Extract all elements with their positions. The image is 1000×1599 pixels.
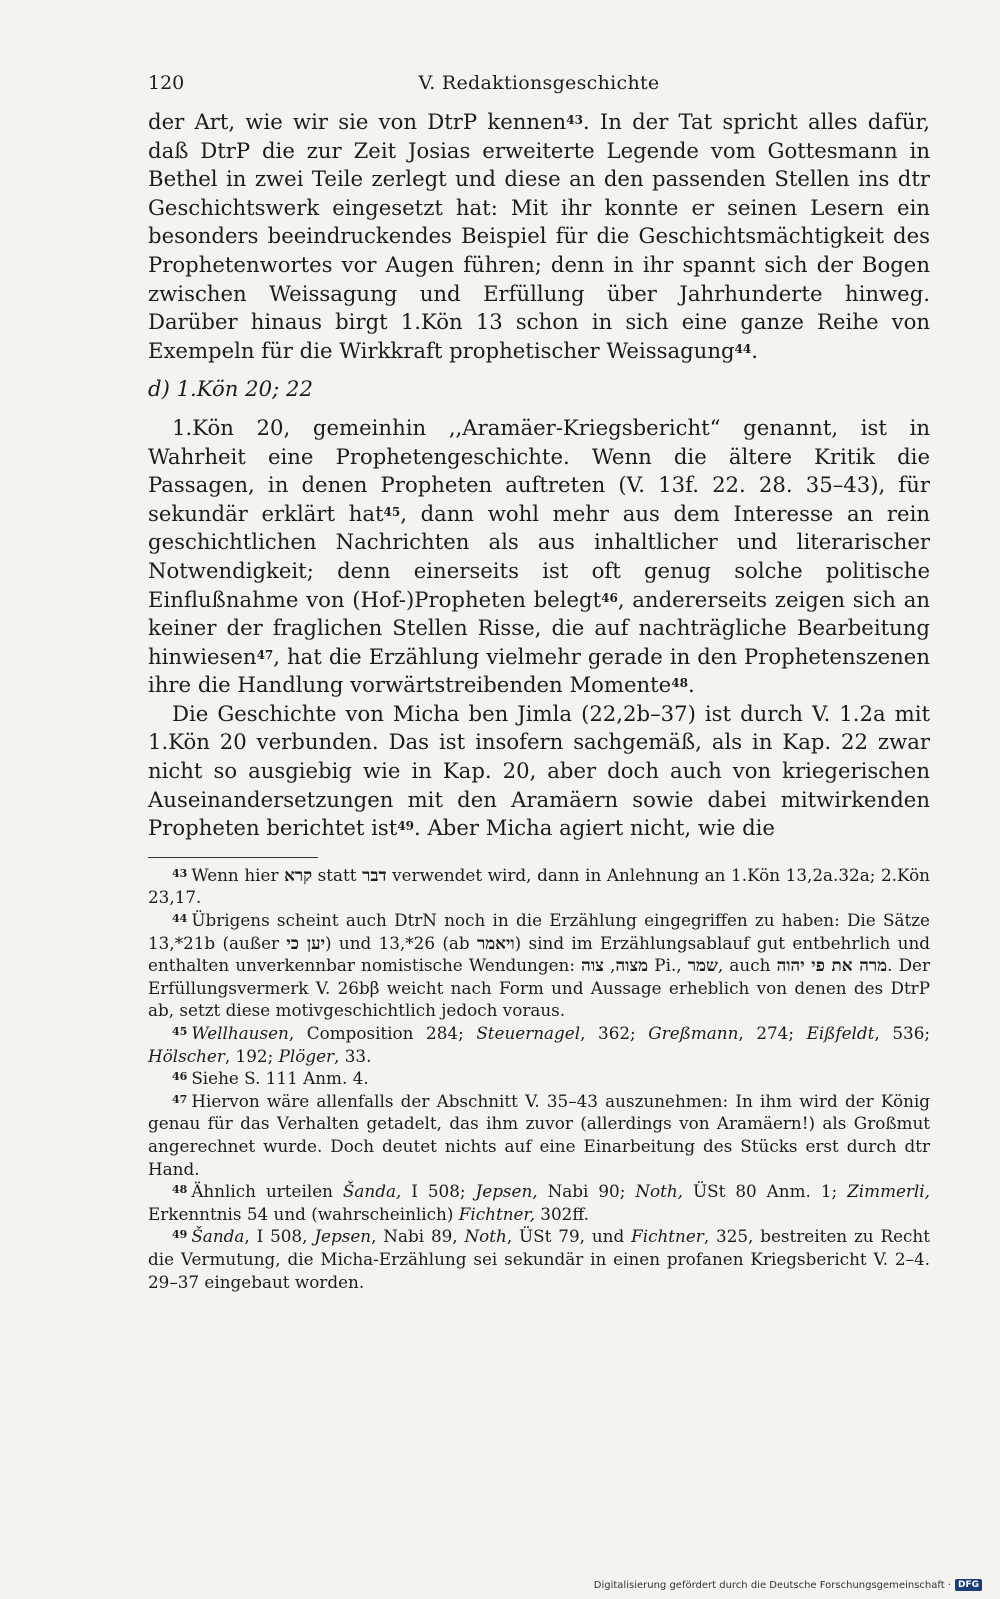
digitization-credit <box>594 1579 982 1591</box>
footnote-46: $^{46}$ Siehe S. 111 Anm. 4. <box>172 1068 369 1089</box>
footnote-ref[interactable]: 44 <box>734 341 752 356</box>
page-header <box>148 72 930 108</box>
page-number: 120 <box>148 72 185 94</box>
footnote-43: $^{43}$ Wenn hier קרא statt דבר verwendet wird, dann in Anlehnung an 1.Kön 13,2a.32a; 2.Kön 23,17. <box>148 864 930 908</box>
footnote-44: $^{44}$ Übrigens scheint auch DtrN noch in die Erzählung eingegriffen zu haben: Die Sätze 13,*21b (außer יען כי) und 13,*26 (ab ויאמר) sind im Erzählungsablauf gut entbehrlich und enthalten unverkennbar nomistische Wendungen: מצוה, צוה Pi., שמר, auch מרה את פי יהוה. Der Erfüllungsvermerk V. 26bβ weicht nach Form und Aussage erheblich von denen des DtrP ab, setzt diese motivgeschichtlich jedoch voraus. <box>148 910 931 1021</box>
footnote-47: $^{47}$ Hiervon wäre allenfalls der Abschnitt V. 35–43 auszunehmen: In ihm wird der König genau für das Verhalten getadelt, das ihm zuvor (allerdings von Aramäern!) als Großmut angerechnet wurde. Doch deutet nichts auf eine Einarbeitung des Stücks erst durch dtr Hand. <box>148 1090 930 1179</box>
footnote-48: $^{48}$ Ähnlich urteilen Šanda, I 508; Jepsen, Nabi 90; Noth, ÜSt 80 Anm. 1; Zimmerli, Erkenntnis 54 und (wahrscheinlich) Fichtner, 302ff. <box>148 1181 930 1224</box>
footnote-ref[interactable]: 45 <box>383 504 401 519</box>
paragraph: Die Geschichte von Micha ben Jimla (22,2b–37) ist durch V. 1.2a mit 1.Kön 20 verbunden. Das ist insofern sachgemäß, als in Kap. 22 zwar nicht so ausgiebig wie in Kap. 20, aber doch auch von kriegerischen Auseinandersetzungen mit den Aramäern sowie dabei mitwirkenden Propheten berichtet ist$^{49}$. Aber Micha agiert nicht, wie die <box>148 700 930 841</box>
book-page <box>148 72 930 1293</box>
footnote-ref[interactable]: 43 <box>566 113 583 127</box>
section-heading: d) 1.Kön 20; 22 <box>148 376 313 402</box>
footnote-ref[interactable]: 49 <box>397 819 415 834</box>
running-title: V. Redaktionsgeschichte <box>418 72 660 94</box>
main-text <box>148 108 930 843</box>
paragraph: der Art, wie wir sie von DtrP kennen$^{43}$. In der Tat spricht alles dafür, daß DtrP die zur Zeit Josias erweiterte Legende vom Gottesmann in Bethel in zwei Teile zerlegt und diese an den passenden Stellen ins dtr Geschichtswerk eingesetzt hat: Mit ihr konnte er seinen Lesern ein besonders beeindruckendes Beispiel für die Geschichtsmächtigkeit des Prophetenwortes vor Augen führen; denn in ihr spannt sich der Bogen zwischen Weissagung und Erfüllung über Jahrhunderte hinweg. Darüber hinaus birgt 1.Kön 13 schon in sich eine ganze Reihe von Exempeln für die Wirkkraft prophetischer Weissagung$^{44}$. <box>148 109 931 363</box>
footnote-45: $^{45}$ Wellhausen, Composition 284; Steuernagel, 362; Greßmann, 274; Eißfeldt, 536; Hölscher, 192; Plöger, 33. <box>148 1023 931 1066</box>
footnote-ref[interactable]: 48 <box>671 676 688 691</box>
paragraph: 1.Kön 20, gemeinhin ,,Aramäer-Kriegsbericht“ genannt, ist in Wahrheit eine Prophetengeschichte. Wenn die ältere Kritik die Passagen, in denen Propheten auftreten (V. 13f. 22. 28. 35–43), für sekundär erklärt hat$^{45}$, dann wohl mehr aus dem Interesse an rein geschichtlichen Nachrichten als aus inhaltlicher und literarischer Notwendigkeit; denn einerseits ist oft genug solche politische Einflußnahme von (Hof-)Propheten belegt$^{46}$, andererseits zeigen sich an keiner der fraglichen Stellen Risse, die auf nachträgliche Bearbeitung hinwiesen$^{47}$, hat die Erzählung vielmehr gerade in den Prophetenszenen ihre die Handlung vorwärtstreibenden Momente$^{48}$. <box>148 414 930 698</box>
footnote-49: $^{49}$ Šanda, I 508, Jepsen, Nabi 89, Noth, ÜSt 79, und Fichtner, 325, bestreiten zu Recht die Vermutung, die Micha-Erzählung sei sekundär in einen profanen Kriegsbericht V. 2–4. 29–37 eingebaut worden. <box>148 1226 930 1292</box>
footnote-ref[interactable]: 46 <box>601 590 618 605</box>
footnote-ref[interactable]: 47 <box>256 647 274 662</box>
credit-text: Digitalisierung gefördert durch die Deutsche Forschungsgemeinschaft · <box>593 1579 951 1591</box>
dfg-logo: DFG <box>955 1579 982 1591</box>
footnotes <box>148 864 930 1293</box>
footnote-divider <box>148 857 318 858</box>
